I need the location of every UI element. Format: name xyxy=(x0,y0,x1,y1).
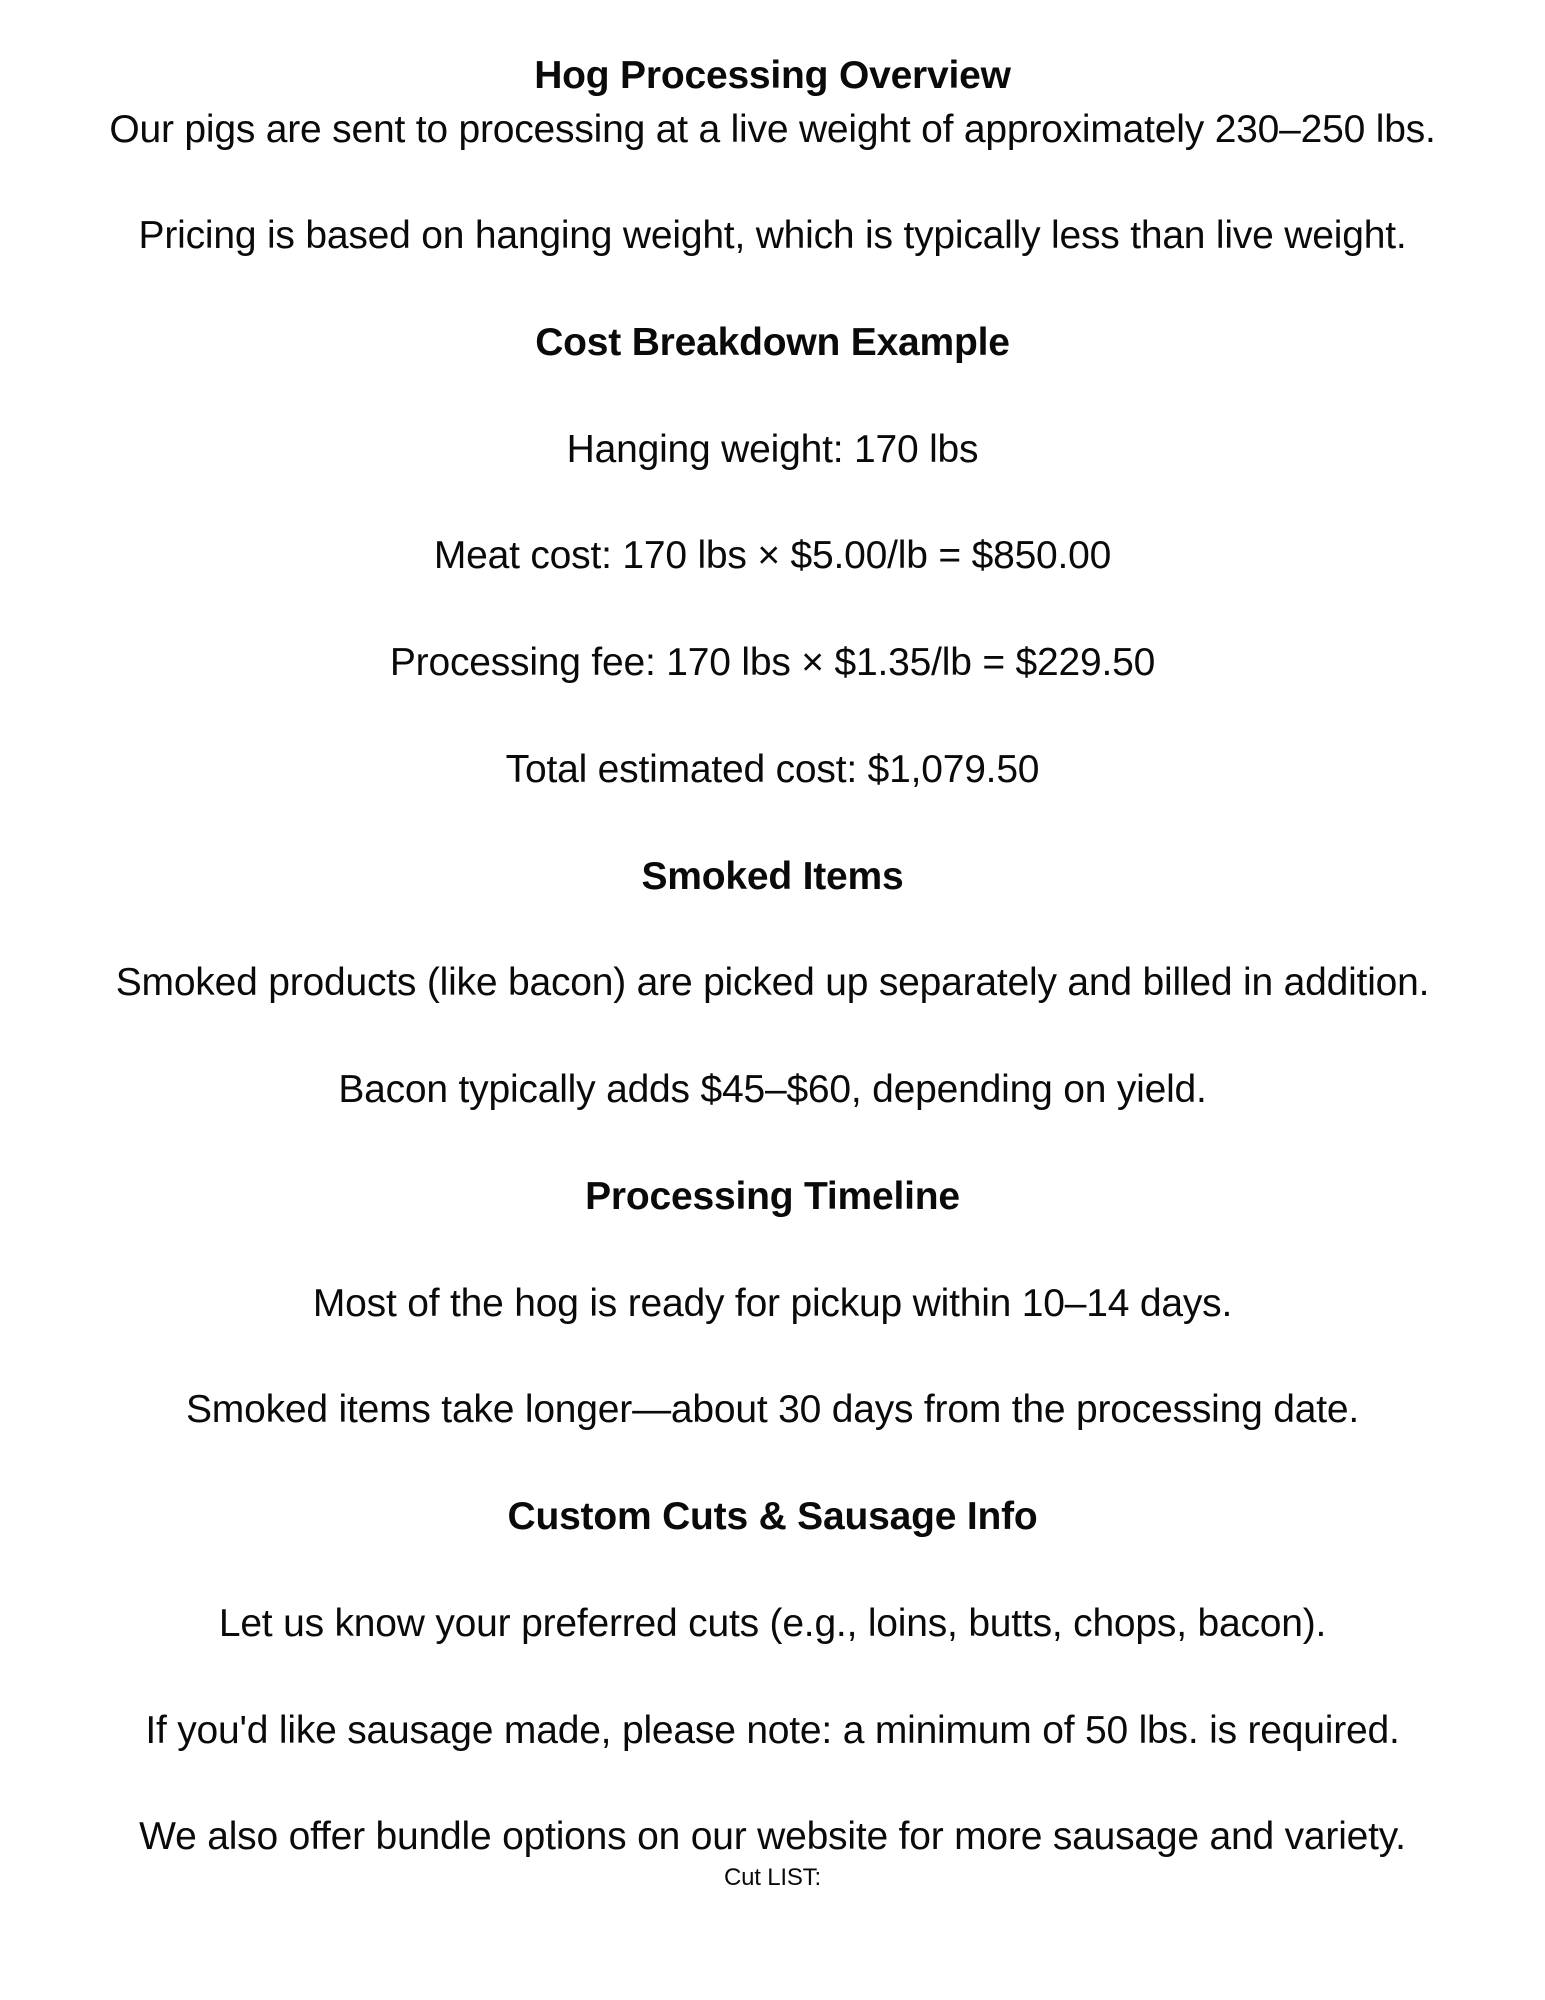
heading-cost-breakdown: Cost Breakdown Example xyxy=(535,321,1010,364)
heading-processing-timeline: Processing Timeline xyxy=(585,1175,960,1218)
paragraph-live-weight: Our pigs are sent to processing at a live weight of approximately 230–250 lbs. xyxy=(109,108,1436,151)
paragraph-bacon-cost: Bacon typically adds $45–$60, depending on yield. xyxy=(338,1068,1207,1111)
paragraph-pickup-time: Most of the hog is ready for pickup within 10–14 days. xyxy=(312,1282,1233,1325)
cut-list-label: Cut LIST: xyxy=(724,1864,821,1891)
paragraph-smoked-time: Smoked items take longer—about 30 days from the processing date. xyxy=(185,1388,1359,1431)
paragraph-hanging-weight: Hanging weight: 170 lbs xyxy=(566,428,979,471)
paragraph-bundle-options: We also offer bundle options on our website for more sausage and variety. xyxy=(139,1815,1406,1858)
heading-hog-processing-overview: Hog Processing Overview xyxy=(534,54,1011,97)
paragraph-processing-fee: Processing fee: 170 lbs × $1.35/lb = $229.50 xyxy=(389,641,1156,684)
heading-custom-cuts: Custom Cuts & Sausage Info xyxy=(507,1495,1038,1538)
paragraph-smoked-products: Smoked products (like bacon) are picked up separately and billed in addition. xyxy=(115,961,1430,1004)
paragraph-preferred-cuts: Let us know your preferred cuts (e.g., loins, butts, chops, bacon). xyxy=(218,1602,1327,1645)
heading-smoked-items: Smoked Items xyxy=(641,855,904,898)
paragraph-meat-cost: Meat cost: 170 lbs × $5.00/lb = $850.00 xyxy=(433,534,1112,577)
paragraph-pricing-basis: Pricing is based on hanging weight, which is typically less than live weight. xyxy=(138,214,1407,257)
paragraph-sausage-minimum: If you'd like sausage made, please note: a minimum of 50 lbs. is required. xyxy=(145,1709,1400,1752)
paragraph-total-cost: Total estimated cost: $1,079.50 xyxy=(505,748,1040,791)
